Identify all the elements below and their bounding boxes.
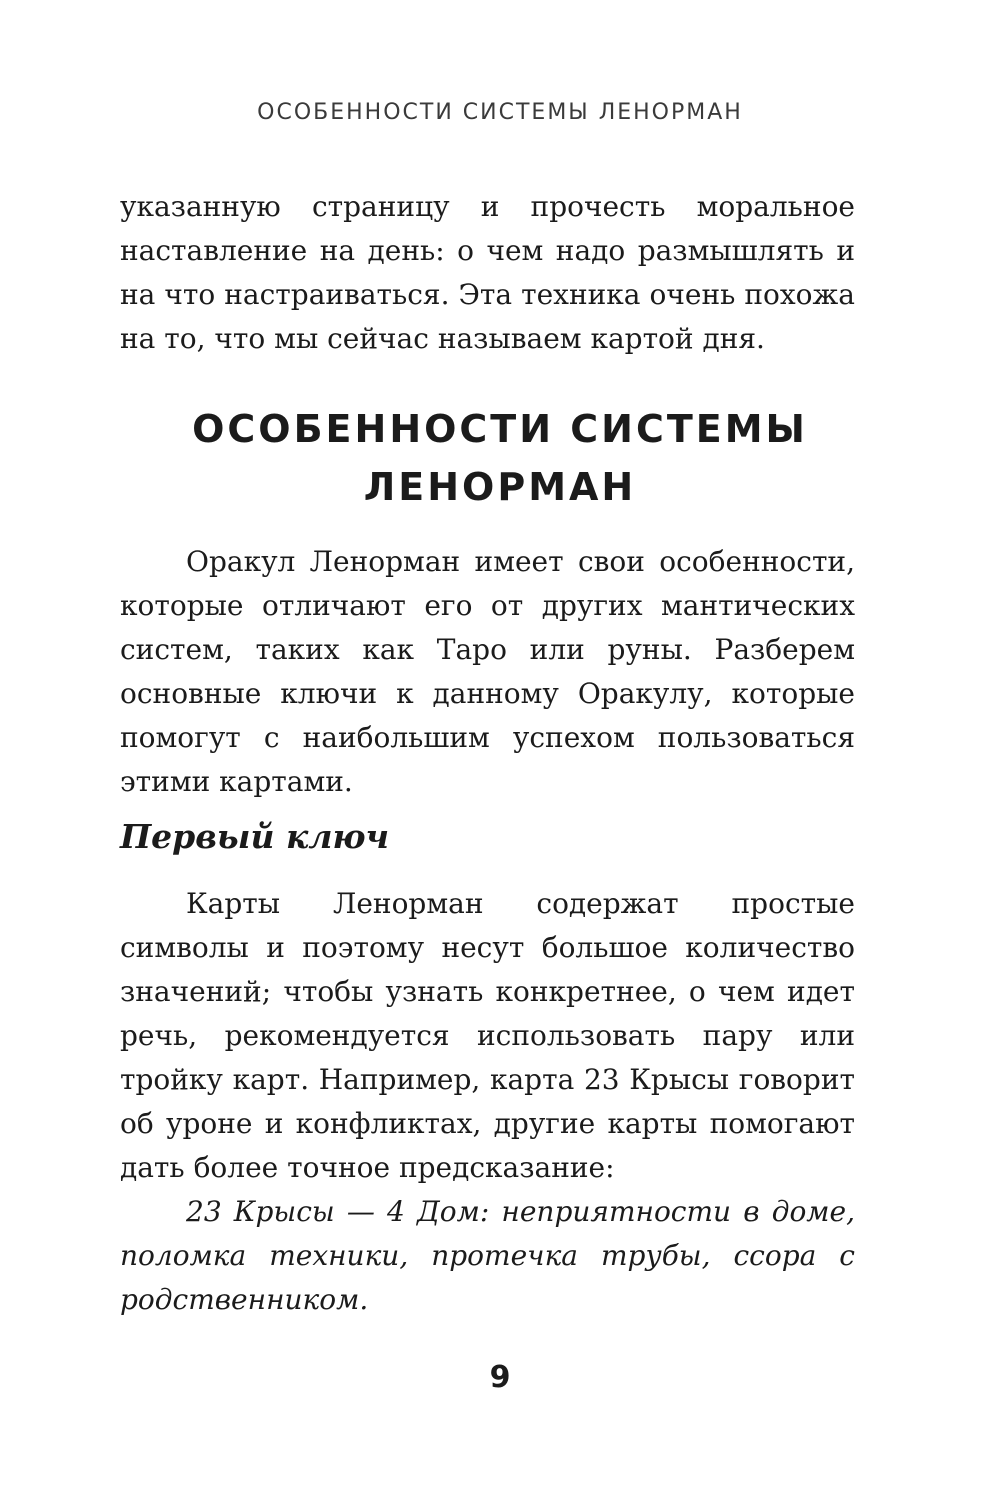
page-number: 9	[489, 1360, 511, 1395]
section-paragraph: Оракул Ленорман имеет свои особенности, которые отличают его от других мантических систем, таких как Таро или руны. Разберем основные ключи к данному Оракулу, которые помогут с наибольшим успехом пользоваться этими картами.	[120, 545, 855, 798]
section-body	[120, 540, 855, 804]
first-key-example: 23 Крысы — 4 Дом: неприятности в доме, поломка техники, протечка трубы, ссора с родственником.	[120, 1195, 855, 1316]
first-key-paragraph: Карты Ленорман содержат простые символы и поэтому несут большое количество значений; чтобы узнать конкретнее, о чем идет речь, рекомендуется использовать пару или тройку карт. Например, карта 23 Крысы говорит об уроне и конфликтах, другие карты помогают дать более точное предсказание:	[120, 887, 855, 1184]
intro-block	[120, 185, 855, 361]
first-key-body	[120, 882, 855, 1322]
section-title	[0, 400, 1000, 516]
intro-paragraph: указанную страницу и прочесть моральное наставление на день: о чем надо размышлять и на что настраиваться. Эта техника очень похожа на то, что мы сейчас называем картой дня.	[120, 190, 855, 355]
first-key-heading: Первый ключ	[120, 817, 390, 856]
section-title-line-2: ЛЕНОРМАН	[363, 465, 637, 509]
running-header: ОСОБЕННОСТИ СИСТЕМЫ ЛЕНОРМАН	[257, 100, 743, 125]
section-title-line-1: ОСОБЕННОСТИ СИСТЕМЫ	[192, 407, 808, 451]
